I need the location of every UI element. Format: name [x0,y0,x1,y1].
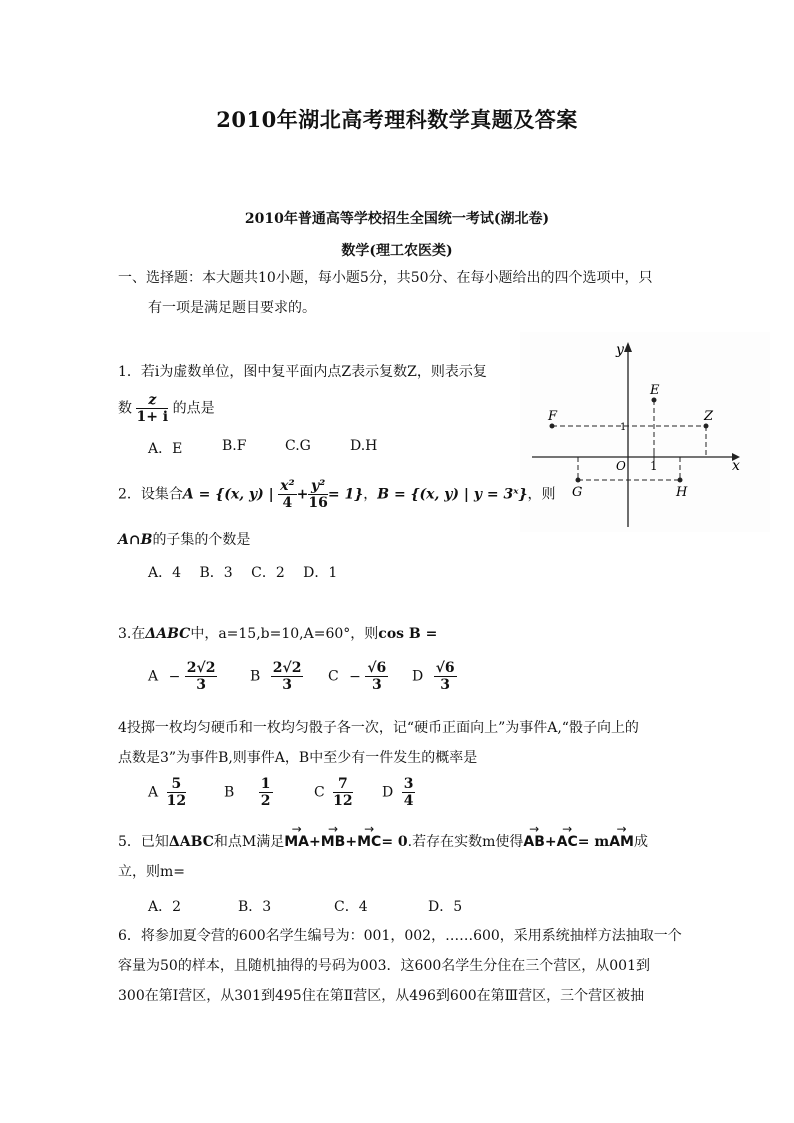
q2-plus: + [296,486,309,503]
q1-line1: 1．若i为虚数单位，图中复平面内点Z表示复数Z，则表示复 [118,364,487,380]
q5-mid2: .若存在实数m使得 [407,834,524,850]
q4-option-d-frac [402,776,416,809]
q3-option-d [412,660,457,693]
q2-frac-x-num: x² [280,478,295,494]
q5-vector-ma: → MA [284,832,309,852]
q5-vector-ac: → AC [557,832,578,852]
q1-option-b: B.F [222,438,247,454]
q4-option-a-den: 12 [166,793,187,809]
q5-option-b: B．3 [238,899,272,915]
q2-eq: = 1} [327,486,364,503]
q4-line1: 4投掷一枚均匀硬币和一枚均匀骰子各一次，记“硬币正面向上”为事件A,“骰子向上的 [118,720,639,736]
q1-pre: 数 [118,400,132,417]
point-h-label: H [676,485,688,500]
document-title: 2010年湖北高考理科数学真题及答案 [216,107,578,132]
section-heading-line2: 有一项是满足题目要求的。 [148,300,316,316]
q4-option-b-label: B [224,784,235,801]
q3-cos: cos B = [378,626,438,642]
q5-plus-3: + [544,834,557,850]
q3-option-c-frac [365,660,388,693]
q4-option-b-num: 1 [260,776,271,792]
q3-option-a-num: 2√2 [186,660,216,676]
q5-option-d: D．5 [428,899,463,915]
q2-line1 [118,478,555,511]
q2-post: ，则 [527,486,556,503]
q2-set-a: A = {(x, y) | [182,486,274,503]
q4-option-d [382,776,415,809]
q3-option-b-label: B [250,668,261,685]
exam-subtitle: 数学(理工农医类) [341,243,453,259]
q2-frac-x [278,478,296,511]
q5-eq-m: = m [577,834,610,850]
q2-options: A．4 B．3 C．2 D．1 [148,565,338,581]
q3-pre: 3.在 [118,626,146,642]
q2-set-b: B = {(x, y) | y = 3ˣ} [377,486,528,503]
q3-option-d-frac [434,660,457,693]
complex-plane-figure [520,332,770,532]
q5-option-c: C．4 [334,899,368,915]
y-axis-label: y [616,342,624,358]
q4-option-c-num: 7 [333,776,352,793]
point-e-label: E [650,383,660,398]
q6-line1: 6．将参加夏令营的600名学生编号为：001，002，……600，采用系统抽样方法抽取一个 [118,928,682,944]
x-axis-label: x [732,458,740,474]
q1-post: 的点是 [172,400,215,417]
point-f-label: F [548,409,558,424]
q2-pre: 2．设集合 [118,486,183,503]
q1-line2 [118,392,215,425]
q4-option-d-num: 3 [403,776,414,792]
q2-frac-y-den: 16 [308,495,328,511]
q4-option-c [314,776,353,809]
q4-option-d-den: 4 [403,793,414,809]
q3-option-d-den: 3 [440,677,451,693]
q2-frac-y [308,478,327,511]
q5-vector-ab: → AB [523,832,545,852]
y-tick-label: 1 [620,422,627,433]
q2-line2-text: 的子集的个数是 [152,532,251,548]
point-e [652,398,657,403]
q3-option-d-label: D [412,668,424,685]
q5-mid: 和点M满足 [213,834,285,850]
q3-option-c-num: √6 [367,660,387,676]
q4-option-b-den: 2 [260,793,271,809]
q2-line2 [118,530,250,550]
q3-option-c-label: C [328,668,339,685]
origin-label: O [616,459,626,473]
q5-eq-zero: = 0 [381,834,408,850]
q4-option-a-label: A [148,784,159,801]
q3-stem [118,624,437,644]
q3-option-b [250,660,303,693]
exam-title: 2010年普通高等学校招生全国统一考试(湖北卷) [244,211,550,227]
q5-plus-2: + [345,834,358,850]
section-heading-line1: 一、选择题：本大题共10小题，每小题5分，共50分、在每小题给出的四个选项中，只 [118,270,653,286]
q3-option-b-num: 2√2 [272,660,302,676]
q5-triangle: ΔABC [168,834,214,850]
q1-option-a: A．E [148,441,183,457]
q5-plus-1: + [309,834,321,850]
q4-option-b-frac [259,776,273,809]
q4-option-d-label: D [382,784,394,801]
point-g [576,478,581,483]
q3-option-a-den: 3 [196,677,206,693]
q2-intersection: A∩B [118,532,153,548]
q2-comma: ， [363,486,378,503]
q5-line1 [118,832,648,852]
q4-option-a-frac [167,776,186,809]
q4-option-a [148,776,186,809]
point-f [550,424,555,429]
q1-option-d: D.H [350,438,378,454]
q3-option-a-label: A [148,668,159,685]
figure-background [520,332,770,532]
q5-vector-mc: → MC [357,832,381,852]
q4-line2: 点数是3”为事件B,则事件A，B中至少有一件发生的概率是 [118,750,478,766]
q5-option-a: A．2 [148,899,182,915]
q5-pre: 5．已知 [118,834,169,850]
q5-post: 成 [633,834,648,850]
q4-option-a-num: 5 [167,776,186,793]
point-g-label: G [572,485,583,500]
point-z-label: Z [704,409,714,424]
q2-frac-x-den: 4 [282,495,293,511]
q4-option-b [224,776,273,809]
q4-option-c-label: C [314,784,325,801]
q1-fraction [136,392,168,425]
q1-option-c: C.G [285,438,311,454]
q3-option-a-sign: − [168,668,181,685]
q2-frac-y-num: y² [308,478,327,495]
q5-line2: 立，则m= [118,864,186,880]
q3-option-c [328,660,388,693]
q6-line3: 300在第Ⅰ营区，从301到495住在第Ⅱ营区，从496到600在第Ⅲ营区，三个营区被抽 [118,988,645,1004]
q3-option-b-den: 3 [282,677,292,693]
q3-option-d-num: √6 [435,660,455,676]
point-h [678,478,683,483]
q1-frac-num: z [136,392,168,409]
q3-option-c-den: 3 [371,677,382,693]
q3-option-a-frac [185,660,218,693]
q5-vector-mb: → MB [321,832,346,852]
q6-line2: 容量为50的样本，且随机抽得的号码为003．这600名学生分住在三个营区，从001到 [118,958,650,974]
point-z [704,424,709,429]
q3-option-b-frac [271,660,304,693]
q3-option-a [148,660,217,693]
q3-mid: 中，a=15,b=10,A=60°，则 [190,626,379,642]
x-tick-label: 1 [650,459,658,473]
q5-vector-am: → AM [609,832,634,852]
q3-option-c-sign: − [349,668,361,685]
q4-option-c-den: 12 [333,793,353,809]
q3-triangle: ΔABC [145,626,191,642]
q1-frac-den: 1+ i [136,409,169,425]
q4-option-c-frac [333,776,352,809]
